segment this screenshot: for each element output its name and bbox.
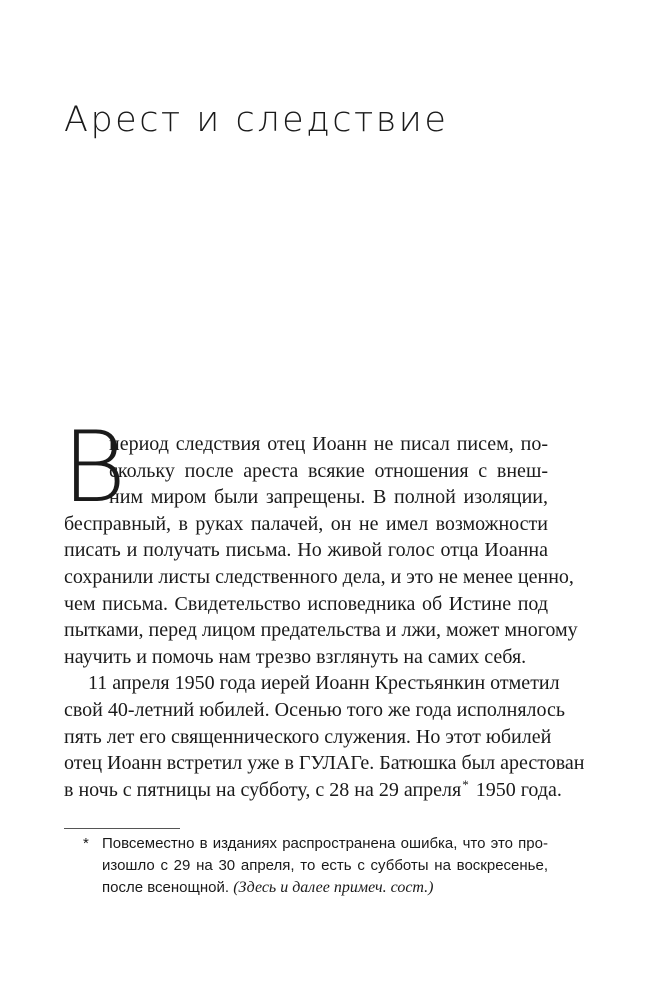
text-line: скольку после ареста всякие отношения с внеш- [109, 459, 548, 482]
text-line: чем письма. Свидетельство исповедника об Истине под [64, 592, 548, 615]
body-text [64, 431, 585, 803]
footnote-editor-note: (Здесь и далее примеч. сост.) [233, 879, 434, 896]
text-line: пытками, перед лицом предательства и лжи, может многому [64, 619, 578, 642]
text-fragment: в ночь с пятницы на субботу, с 28 на 29 апреля [64, 778, 462, 801]
footnote [64, 833, 548, 899]
footnote-text: после всенощной. [102, 879, 230, 896]
text-line: бесправный, в руках палачей, он не имел возможности [64, 512, 548, 535]
text-line-with-footnote [64, 776, 562, 804]
footnote-line: Повсеместно в изданиях распространена ошибка, что это про- [102, 835, 548, 852]
footnote-line [64, 877, 548, 899]
text-line: научить и помочь нам трезво взглянуть на самих себя. [64, 645, 527, 668]
text-line: сохранили листы следственного дела, и это не менее ценно, [64, 565, 574, 588]
footnote-mark: * [83, 835, 89, 852]
text-line: писать и получать письма. Но живой голос отца Иоанна [64, 539, 548, 562]
text-line: отец Иоанн встретил уже в ГУЛАГе. Батюшка был арестован [64, 752, 585, 775]
text-line: период следствия отец Иоанн не писал писем, по- [109, 433, 548, 455]
text-line: свой 40-летний юбилей. Осенью того же года исполнялось [64, 698, 566, 721]
text-line: пять лет его священнического служения. Но этот юбилей [64, 725, 552, 748]
chapter-title: Арест и следствие [64, 100, 449, 140]
text-fragment: 1950 года. [475, 778, 562, 801]
drop-cap: В [62, 411, 127, 525]
footnote-reference[interactable]: * [462, 776, 469, 792]
text-line: ним миром были запрещены. В полной изоляции, [109, 486, 548, 509]
footnote-divider [64, 828, 180, 829]
text-line: 11 апреля 1950 года иерей Иоанн Крестьянкин отметил [88, 672, 560, 695]
footnote-line: изошло с 29 на 30 апреля, то есть с субботы на воскресенье, [102, 857, 548, 874]
